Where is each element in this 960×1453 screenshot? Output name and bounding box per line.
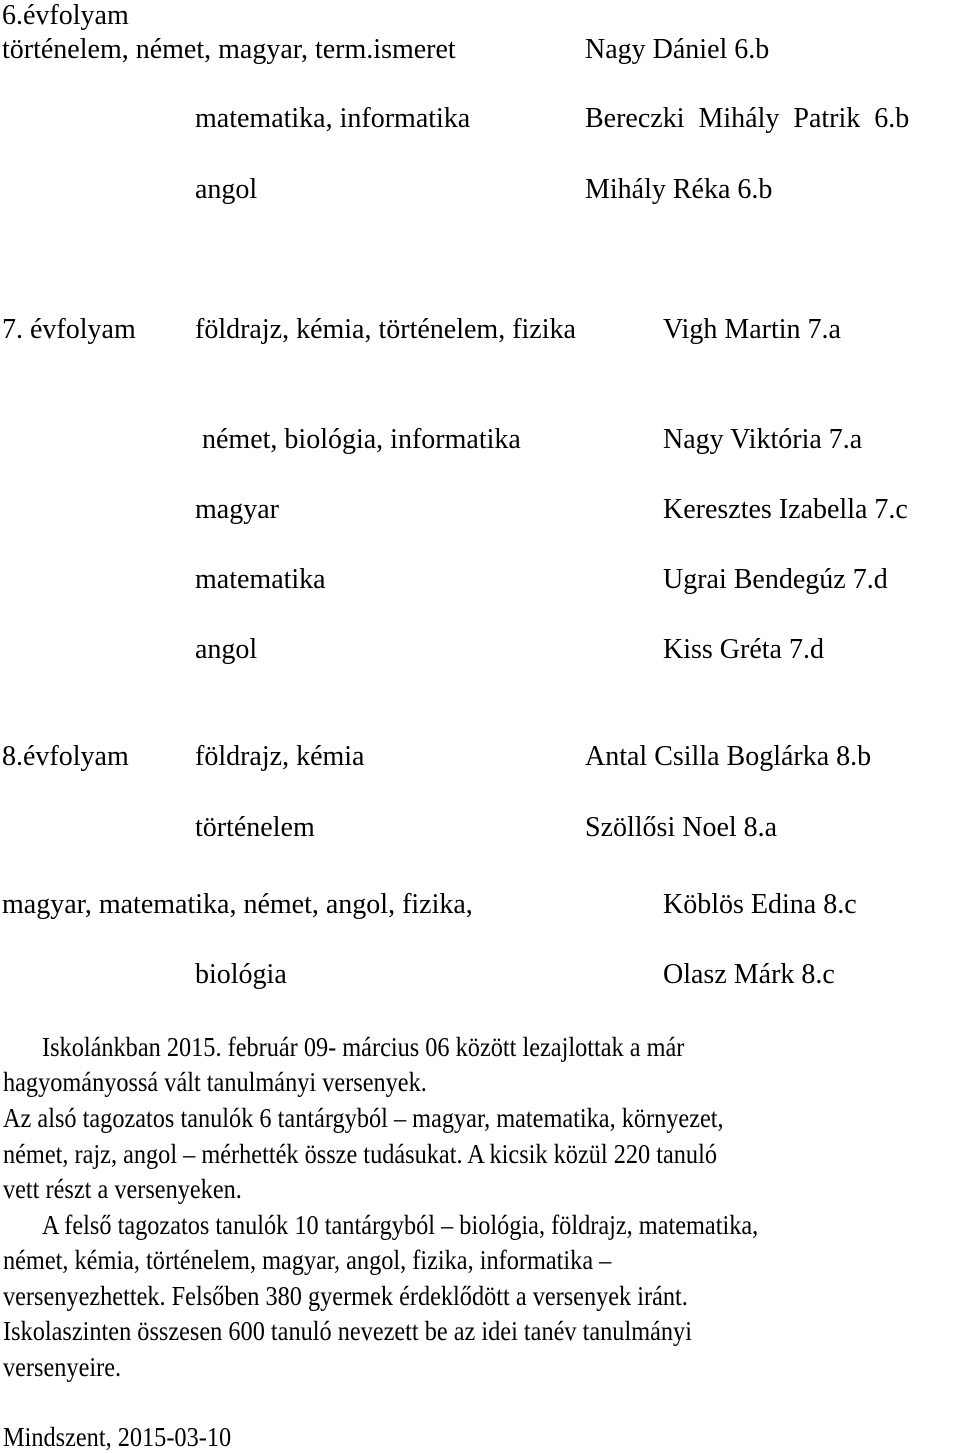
student: Köblös Edina 8.c (663, 889, 857, 920)
subjects: angol (195, 174, 258, 205)
subjects: biológia (195, 959, 287, 990)
subjects: földrajz, kémia, történelem, fizika (195, 314, 576, 345)
paragraph-line: A felső tagozatos tanulók 10 tantárgyból – biológia, földrajz, matematika, (42, 1210, 759, 1240)
paragraph-line: német, kémia, történelem, magyar, angol, fizika, informatika – (3, 1245, 612, 1275)
paragraph-line: versenyeire. (3, 1352, 122, 1382)
student: Olasz Márk 8.c (663, 959, 835, 990)
subjects: történelem, német, magyar, term.ismeret (2, 34, 456, 65)
subjects: angol (195, 634, 258, 665)
student: Bereczki Mihály Patrik 6.b (585, 103, 910, 134)
paragraph-line: Iskolánkban 2015. február 09- március 06 között lezajlottak a már (42, 1032, 685, 1062)
student: Antal Csilla Boglárka 8.b (585, 741, 872, 772)
subjects: magyar, matematika, német, angol, fizika, (2, 889, 473, 920)
student: Nagy Viktória 7.a (663, 424, 863, 455)
subjects: matematika, informatika (195, 103, 471, 134)
paragraph-line: Iskolaszinten összesen 600 tanuló nevezett be az idei tanév tanulmányi (3, 1316, 692, 1346)
subjects: matematika (195, 564, 326, 595)
paragraph-line: versenyezhettek. Felsőben 380 gyermek érdeklődött a versenyek iránt. (3, 1281, 688, 1311)
subjects: magyar (195, 494, 279, 525)
paragraph-line: német, rajz, angol – mérhették össze tudásukat. A kicsik közül 220 tanuló (3, 1139, 717, 1169)
paragraph-line: Az alsó tagozatos tanulók 6 tantárgyból – magyar, matematika, környezet, (3, 1103, 724, 1133)
student: Mihály Réka 6.b (585, 174, 773, 205)
subjects: földrajz, kémia (195, 741, 365, 772)
student: Keresztes Izabella 7.c (663, 494, 908, 525)
paragraph-line: vett részt a versenyeken. (3, 1174, 242, 1204)
student: Vigh Martin 7.a (663, 314, 841, 345)
grade6-heading: 6.évfolyam (2, 0, 129, 31)
subjects: történelem (195, 812, 315, 843)
grade7-heading: 7. évfolyam (2, 314, 136, 345)
student: Szöllősi Noel 8.a (585, 812, 778, 843)
subjects: német, biológia, informatika (202, 424, 521, 455)
grade8-heading: 8.évfolyam (2, 741, 129, 772)
student: Ugrai Bendegúz 7.d (663, 564, 888, 595)
paragraph-line: hagyományossá vált tanulmányi versenyek. (3, 1067, 427, 1097)
student: Kiss Gréta 7.d (663, 634, 824, 665)
signature-line: Mindszent, 2015-03-10 (3, 1422, 232, 1452)
student: Nagy Dániel 6.b (585, 34, 770, 65)
